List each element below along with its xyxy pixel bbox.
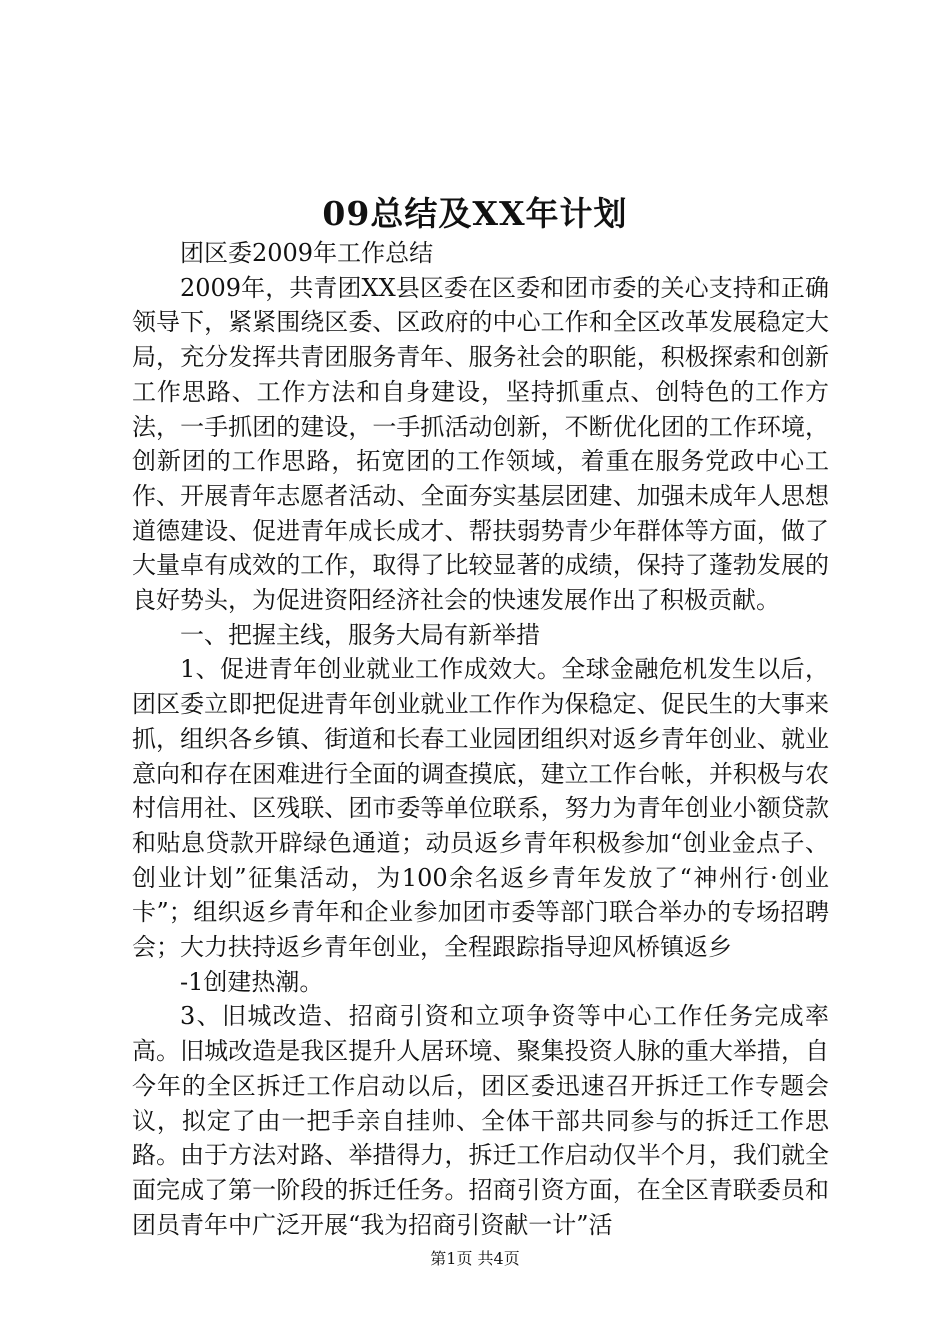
section-heading: 一、把握主线，服务大局有新举措 — [180, 620, 540, 649]
subtitle-paragraph: 团区委2009年工作总结 — [180, 239, 434, 267]
page-footer: 第1页 共4页 — [430, 1249, 520, 1268]
document-title: 09总结及XX年计划 — [322, 194, 628, 233]
body-paragraph: 2009年，共青团XX县区委在区委和团市委的关心支持和正确领导下，紧紧围绕区委、区政府的中心工作和全区改革发展稳定大局，充分发挥共青团服务青年、服务社会的职能，积极探索和创新工作思路、工作方法和自身建设，坚持抓重点、创特色的工作方法，一手抓团的建设，一手抓活动创新，不断优化团的工作环境，创新团的工作思路，拓宽团的工作领域，着重在服务党政中心工作、开展青年志愿者活动、全面夯实基层团建、加强未成年人思想道德建设、促进青年成长成才、帮扶弱势青少年群体等方面，做了大量卓有成效的工作，取得了比较显著的成绩，保持了蓬勃发展的良好势头，为促进资阳经济社会的快速发展作出了积极贡献。 — [132, 273, 829, 615]
document-body — [132, 236, 829, 1242]
body-paragraph: -1创建热潮。 — [180, 967, 324, 996]
body-paragraph: 3、旧城改造、招商引资和立项争资等中心工作任务完成率高。旧城改造是我区提升人居环境、聚集投资人脉的重大举措，自今年的全区拆迁工作启动以后，团区委迅速召开拆迁工作专题会议，拟定了由一把手亲自挂帅、全体干部共同参与的拆迁工作思路。由于方法对路、举措得力，拆迁工作启动仅半个月，我们就全面完成了第一阶段的拆迁任务。招商引资方面，在全区青联委员和团员青年中广泛开展“我为招商引资献一计”活 — [132, 1002, 829, 1239]
body-paragraph: 1、促进青年创业就业工作成效大。全球金融危机发生以后，团区委立即把促进青年创业就业工作作为保稳定、促民生的大事来抓，组织各乡镇、街道和长春工业园团组织对返乡青年创业、就业意向和存在困难进行全面的调查摸底，建立工作台帐，并积极与农村信用社、区残联、团市委等单位联系，努力为青年创业小额贷款和贴息贷款开辟绿色通道；动员返乡青年积极参加“创业金点子、创业计划”征集活动，为100余名返乡青年发放了“神州行·创业卡”；组织返乡青年和企业参加团市委等部门联合举办的专场招聘会；大力扶持返乡青年创业，全程跟踪指导迎风桥镇返乡 — [132, 655, 829, 962]
